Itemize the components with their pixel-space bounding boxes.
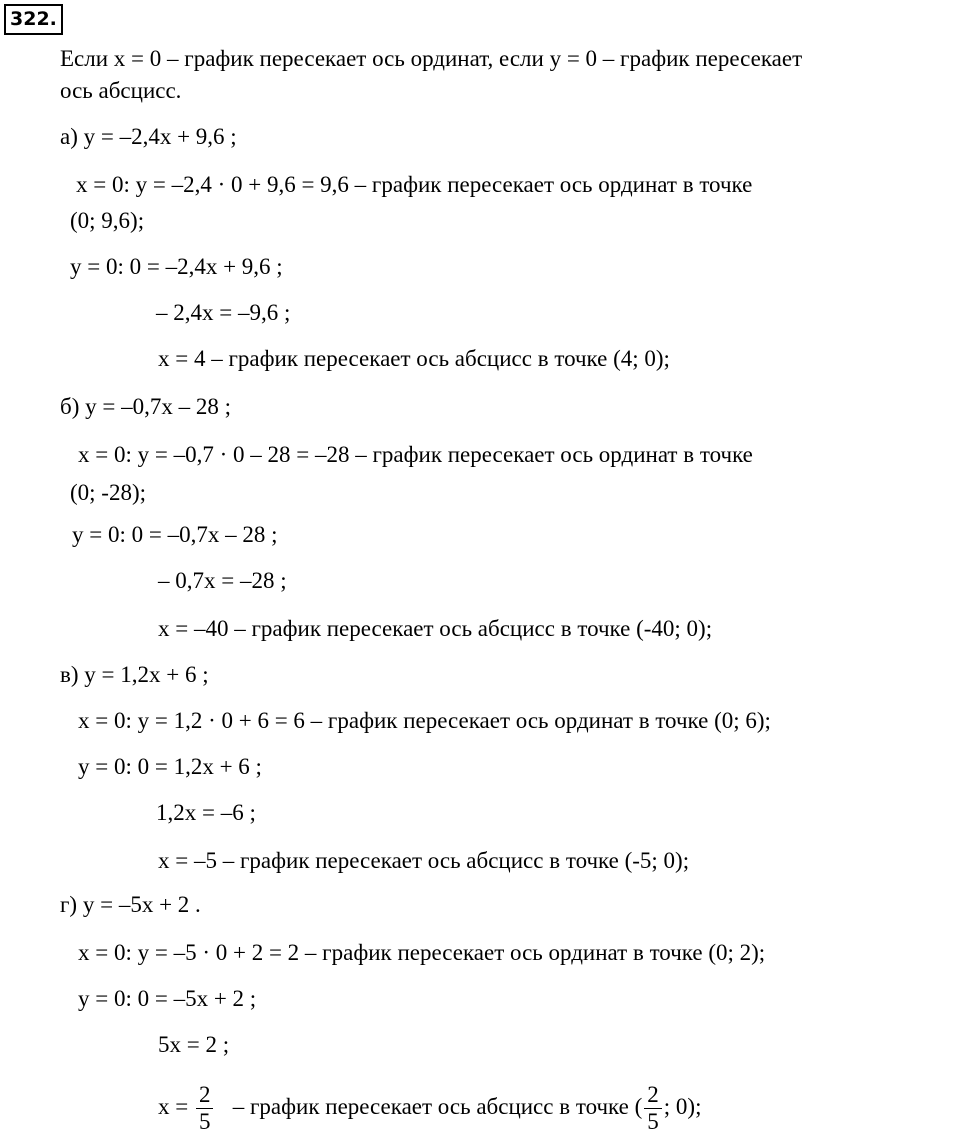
part-g-x0-line: x = 0: y = –5 · 0 + 2 = 2 – график пересекает ось ординат в точке (0; 2); <box>78 940 766 965</box>
intro-line-1: Если x = 0 – график пересекает ось ординат, если y = 0 – график пересекает <box>60 46 803 71</box>
part-v-step: 1,2x = –6 ; <box>156 800 256 825</box>
part-g-step: 5x = 2 ; <box>158 1032 230 1057</box>
part-g-result-point-tail: ; 0); <box>663 1093 702 1119</box>
part-g-y0-line: y = 0: 0 = –5x + 2 ; <box>78 986 257 1011</box>
part-v-equation: в) y = 1,2x + 6 ; <box>60 662 209 687</box>
part-b-result: x = –40 – график пересекает ось абсцисс в точке (-40; 0); <box>158 616 713 641</box>
part-b-step: – 0,7x = –28 ; <box>158 568 287 593</box>
part-v-result: x = –5 – график пересекает ось абсцисс в точке (-5; 0); <box>158 848 690 873</box>
problem-number: 322. <box>4 4 63 35</box>
point-fraction-denominator: 5 <box>647 1109 659 1134</box>
fraction-denominator: 5 <box>198 1109 211 1134</box>
fraction-numerator: 2 <box>196 1082 214 1109</box>
part-g-result-text: – график пересекает ось абсцисс в точке ( <box>232 1093 643 1119</box>
point-fraction-numerator: 2 <box>644 1082 662 1109</box>
part-a-equation: а) y = –2,4x + 9,6 ; <box>60 124 237 149</box>
part-g-result <box>158 1082 701 1135</box>
part-v-x0-line: x = 0: y = 1,2 · 0 + 6 = 6 – график пересекает ось ординат в точке (0; 6); <box>78 708 771 733</box>
fraction-two-fifths <box>196 1082 214 1135</box>
part-a-result: x = 4 – график пересекает ось абсцисс в точке (4; 0); <box>158 346 670 371</box>
point-fraction-two-fifths <box>644 1082 662 1135</box>
part-g-equation: г) y = –5x + 2 . <box>60 892 201 917</box>
part-a-y0-line: y = 0: 0 = –2,4x + 9,6 ; <box>70 254 283 279</box>
part-g-result-lhs: x = <box>158 1093 189 1119</box>
part-b-x0-line: x = 0: y = –0,7 · 0 – 28 = –28 – график пересекает ось ординат в точке <box>78 442 753 467</box>
part-b-y0-line: y = 0: 0 = –0,7x – 28 ; <box>72 522 278 547</box>
part-a-x0-point: (0; 9,6); <box>70 208 145 233</box>
part-a-x0-line: x = 0: y = –2,4 · 0 + 9,6 = 9,6 – график пересекает ось ординат в точке <box>76 172 753 197</box>
part-v-y0-line: y = 0: 0 = 1,2x + 6 ; <box>78 754 262 779</box>
intro-line-2: ось абсцисс. <box>60 78 182 103</box>
part-a-step: – 2,4x = –9,6 ; <box>156 300 291 325</box>
part-b-x0-point: (0; -28); <box>70 480 147 505</box>
part-b-equation: б) y = –0,7x – 28 ; <box>60 394 231 419</box>
